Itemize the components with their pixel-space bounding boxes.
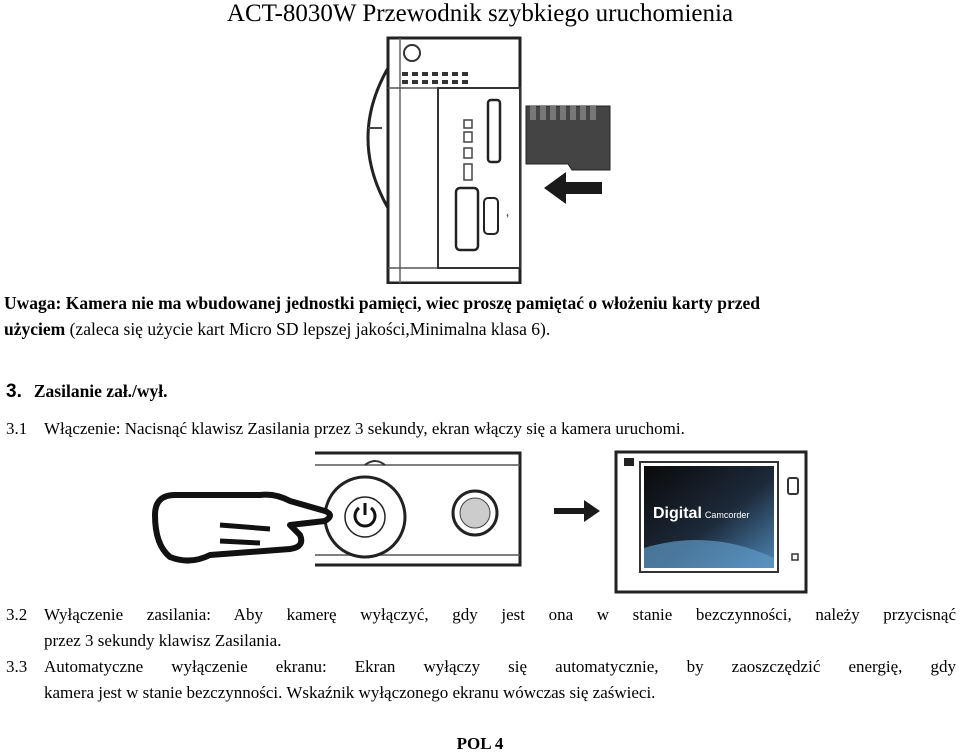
screen-logo-main: Digital <box>653 505 702 522</box>
item-3-3 <box>6 654 956 706</box>
note-line-1: Uwaga: Kamera nie ma wbudowanej jednostki pamięci, wiec proszę pamiętać o włożeniu karty przed <box>4 293 760 313</box>
item-text-line-1: Automatyczne wyłączenie ekranu: Ekran wyłączy się automatycznie, by zaoszczędzić energię, gdy <box>44 657 956 676</box>
section-heading <box>6 378 168 405</box>
power-icon <box>350 500 380 534</box>
power-button-illustration <box>150 445 540 595</box>
screen-logo-sub: Camcorder <box>704 510 750 520</box>
item-number: 3.1 <box>6 419 28 438</box>
item-3-1 <box>6 416 956 442</box>
svg-text:⌁: ⌁ <box>503 213 512 218</box>
item-number: 3.3 <box>6 657 28 676</box>
item-text: Włączenie: Nacisnąć klawisz Zasilania przez 3 sekundy, ekran włączy się a kamera uruchomi. <box>44 419 685 438</box>
item-text-line-2: kamera jest w stanie bezczynności. Wskaźnik wyłączonego ekranu wówczas się zaświeci. <box>44 683 656 702</box>
item-3-2 <box>6 602 956 654</box>
item-text-line-2: przez 3 sekundy klawisz Zasilania. <box>44 631 282 650</box>
sd-card-note <box>4 290 958 342</box>
section-label: Zasilanie zał./wył. <box>33 381 168 401</box>
arrow-left-icon <box>542 168 604 208</box>
screen-logo <box>653 505 749 523</box>
item-text-line-1: Wyłączenie zasilania: Aby kamerę wyłączyć, gdy jest ona w stanie bezczynności, należy przycisnąć <box>44 605 956 624</box>
section-number: 3. <box>6 381 22 402</box>
page-title: ACT-8030W Przewodnik szybkiego uruchomienia <box>226 0 734 27</box>
note-line-2: użyciem (zaleca się użycie kart Micro SD lepszej jakości,Minimalna klasa 6). <box>4 319 551 339</box>
micro-sd-card-icon <box>524 104 612 172</box>
page-number: POL 4 <box>456 734 504 753</box>
item-number: 3.2 <box>6 605 28 624</box>
arrow-right-icon <box>552 498 602 524</box>
